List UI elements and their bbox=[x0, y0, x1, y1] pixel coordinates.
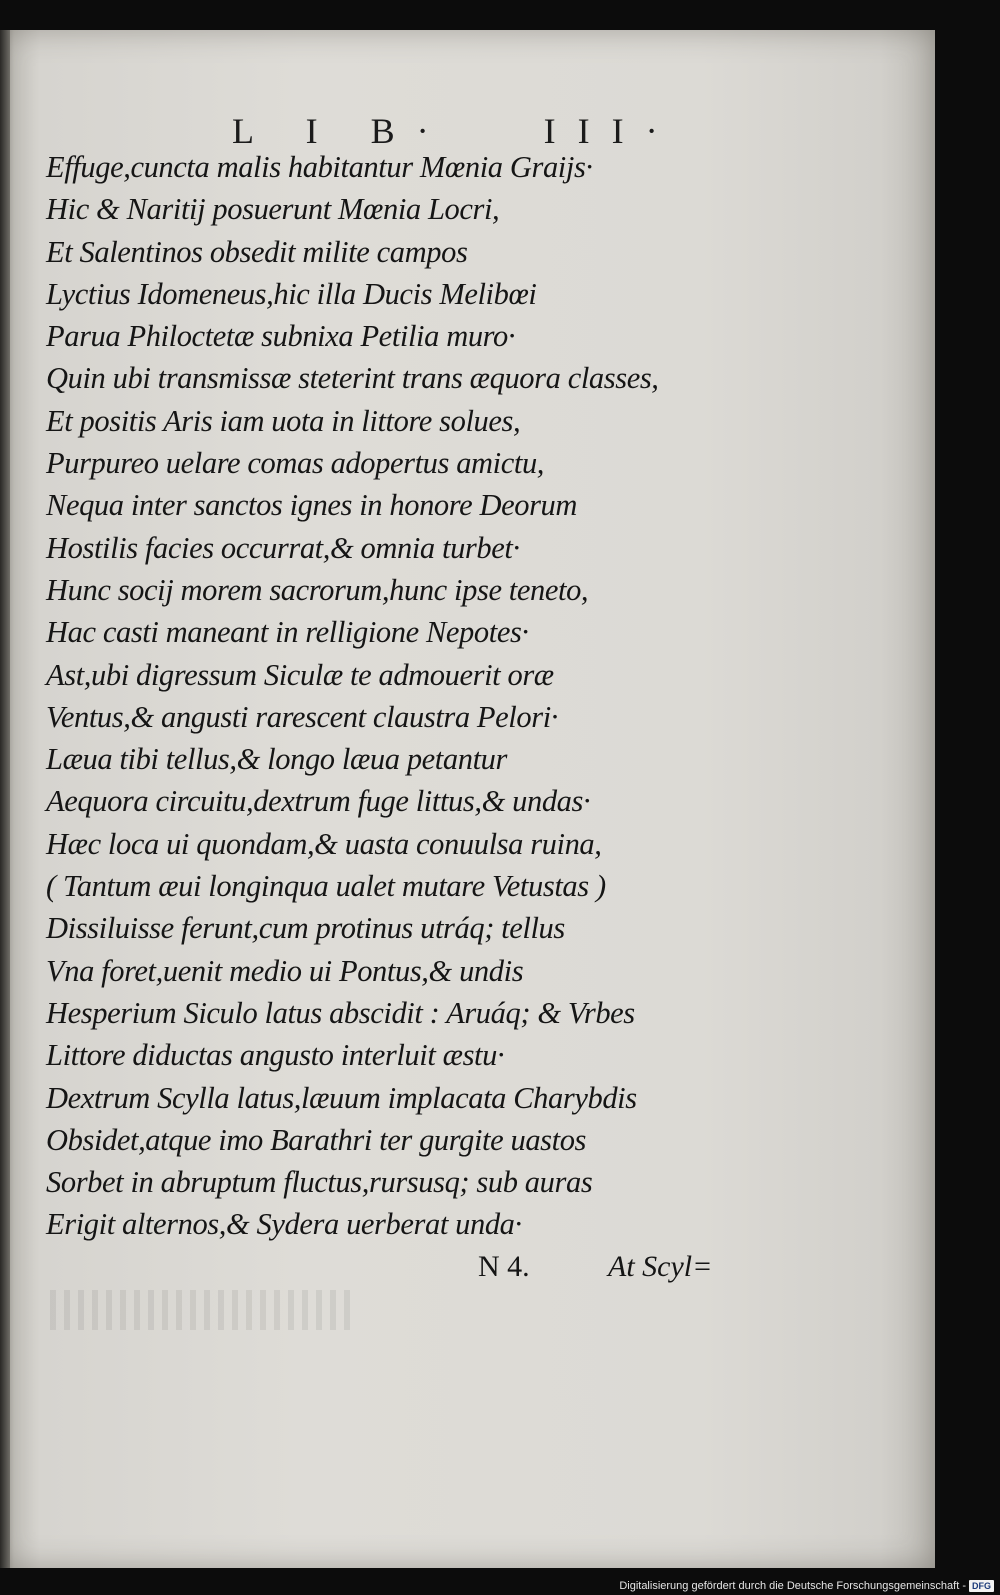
verse-line: Et Salentinos obsedit milite campos bbox=[46, 234, 468, 269]
verse-line: Aequora circuitu,dextrum fuge littus,& undas· bbox=[46, 784, 591, 819]
verse-line: Parua Philoctetæ subnixa Petilia muro· bbox=[46, 319, 516, 354]
verse-line: Hic & Naritij posuerunt Mœnia Locri, bbox=[46, 192, 500, 227]
bleed-through-shadow bbox=[50, 1290, 350, 1330]
dfg-logo: DFG bbox=[969, 1580, 994, 1592]
verse-line: Dextrum Scylla latus,læuum implacata Charybdis bbox=[46, 1080, 637, 1115]
verse-line: Nequa inter sanctos ignes in honore Deorum bbox=[46, 488, 578, 523]
running-header: L I B· III· bbox=[232, 111, 680, 151]
verse-line: Purpureo uelare comas adopertus amictu, bbox=[46, 446, 545, 481]
verse-line: Lyctius Idomeneus,hic illa Ducis Melibœi bbox=[46, 276, 537, 311]
verse-line: Littore diductas angusto interluit æstu· bbox=[46, 1038, 505, 1073]
credit-text: Digitalisierung gefördert durch die Deutsche Forschungsgemeinschaft - bbox=[619, 1580, 966, 1592]
verse-line: Sorbet in abruptum fluctus,rursusq; sub auras bbox=[46, 1165, 593, 1200]
verse-line: Et positis Aris iam uota in littore solues, bbox=[46, 403, 521, 438]
verse-block bbox=[46, 146, 846, 1246]
verse-line: Obsidet,atque imo Barathri ter gurgite uastos bbox=[46, 1122, 587, 1157]
verse-line: Ast,ubi digressum Siculæ te admouerit oræ bbox=[46, 657, 554, 692]
verse-line: Dissiluisse ferunt,cum protinus utráq; tellus bbox=[46, 911, 565, 946]
verse-line: Erigit alternos,& Sydera uerberat unda· bbox=[46, 1207, 522, 1242]
verse-line: Hunc socij morem sacrorum,hunc ipse teneto, bbox=[46, 572, 589, 607]
verse-line: Effuge,cuncta malis habitantur Mœnia Graijs· bbox=[46, 150, 593, 184]
catchword: At Scyl= bbox=[608, 1250, 713, 1283]
verse-line: Læua tibi tellus,& longo læua petantur bbox=[46, 742, 507, 777]
verse-line: Hæc loca ui quondam,& uasta conuulsa ruina, bbox=[46, 826, 602, 861]
verse-line: ( Tantum æui longinqua ualet mutare Vetustas ) bbox=[46, 869, 606, 904]
verse-line: Vna foret,uenit medio ui Pontus,& undis bbox=[46, 953, 524, 988]
verse-line: Hac casti maneant in relligione Nepotes· bbox=[46, 615, 529, 650]
digitization-credit bbox=[619, 1580, 994, 1592]
book-page bbox=[0, 30, 935, 1568]
signature-mark: N 4. bbox=[478, 1250, 530, 1283]
page-spine-shadow bbox=[0, 30, 10, 1568]
verse-line: Hesperium Siculo latus abscidit : Aruáq; & Vrbes bbox=[46, 995, 635, 1030]
verse-line: Ventus,& angusti rarescent claustra Pelori· bbox=[46, 699, 558, 734]
verse-line: Quin ubi transmissæ steterint trans æquora classes, bbox=[46, 361, 659, 396]
verse-line: Hostilis facies occurrat,& omnia turbet· bbox=[46, 530, 520, 565]
